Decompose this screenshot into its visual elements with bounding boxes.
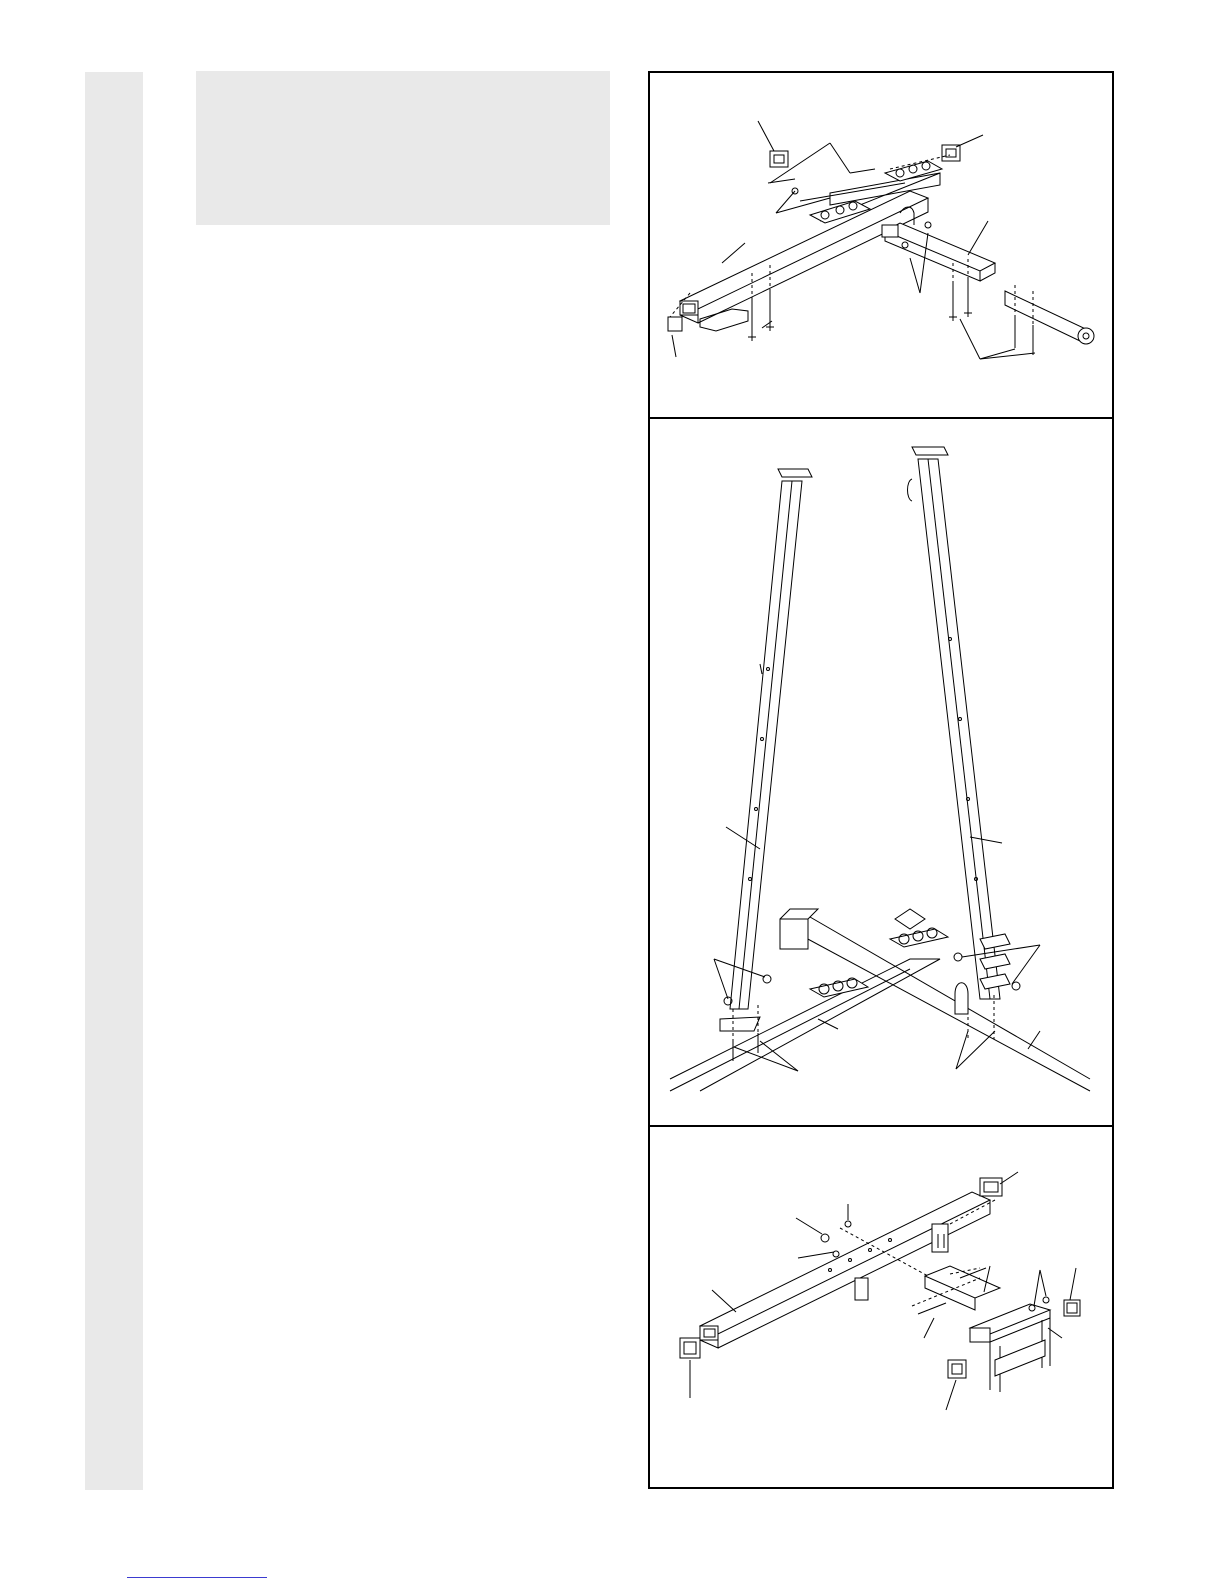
figure-3-panel bbox=[650, 1127, 1112, 1489]
right-tube bbox=[882, 207, 995, 281]
figure-2-panel bbox=[650, 419, 1112, 1127]
alignment-dashes bbox=[670, 155, 1033, 325]
figure-2-drawing bbox=[650, 419, 1112, 1125]
front-tube bbox=[680, 191, 928, 323]
step-instruction-box bbox=[196, 71, 610, 225]
footer-underline bbox=[127, 1577, 267, 1578]
assembly-figure-frame bbox=[648, 71, 1114, 1489]
figure-1-drawing bbox=[650, 73, 1112, 417]
bolts-and-nuts bbox=[724, 953, 1020, 1061]
rear-roller-tube bbox=[1005, 291, 1094, 344]
callout-leaders bbox=[672, 121, 1035, 359]
side-strip bbox=[85, 72, 143, 1490]
figure-1-panel bbox=[650, 73, 1112, 419]
callout-leaders bbox=[690, 1172, 1076, 1410]
figure-3-drawing bbox=[650, 1127, 1112, 1489]
rear-crossbar bbox=[925, 1266, 1050, 1392]
foot-pad bbox=[700, 309, 748, 331]
end-caps bbox=[680, 1178, 1080, 1378]
